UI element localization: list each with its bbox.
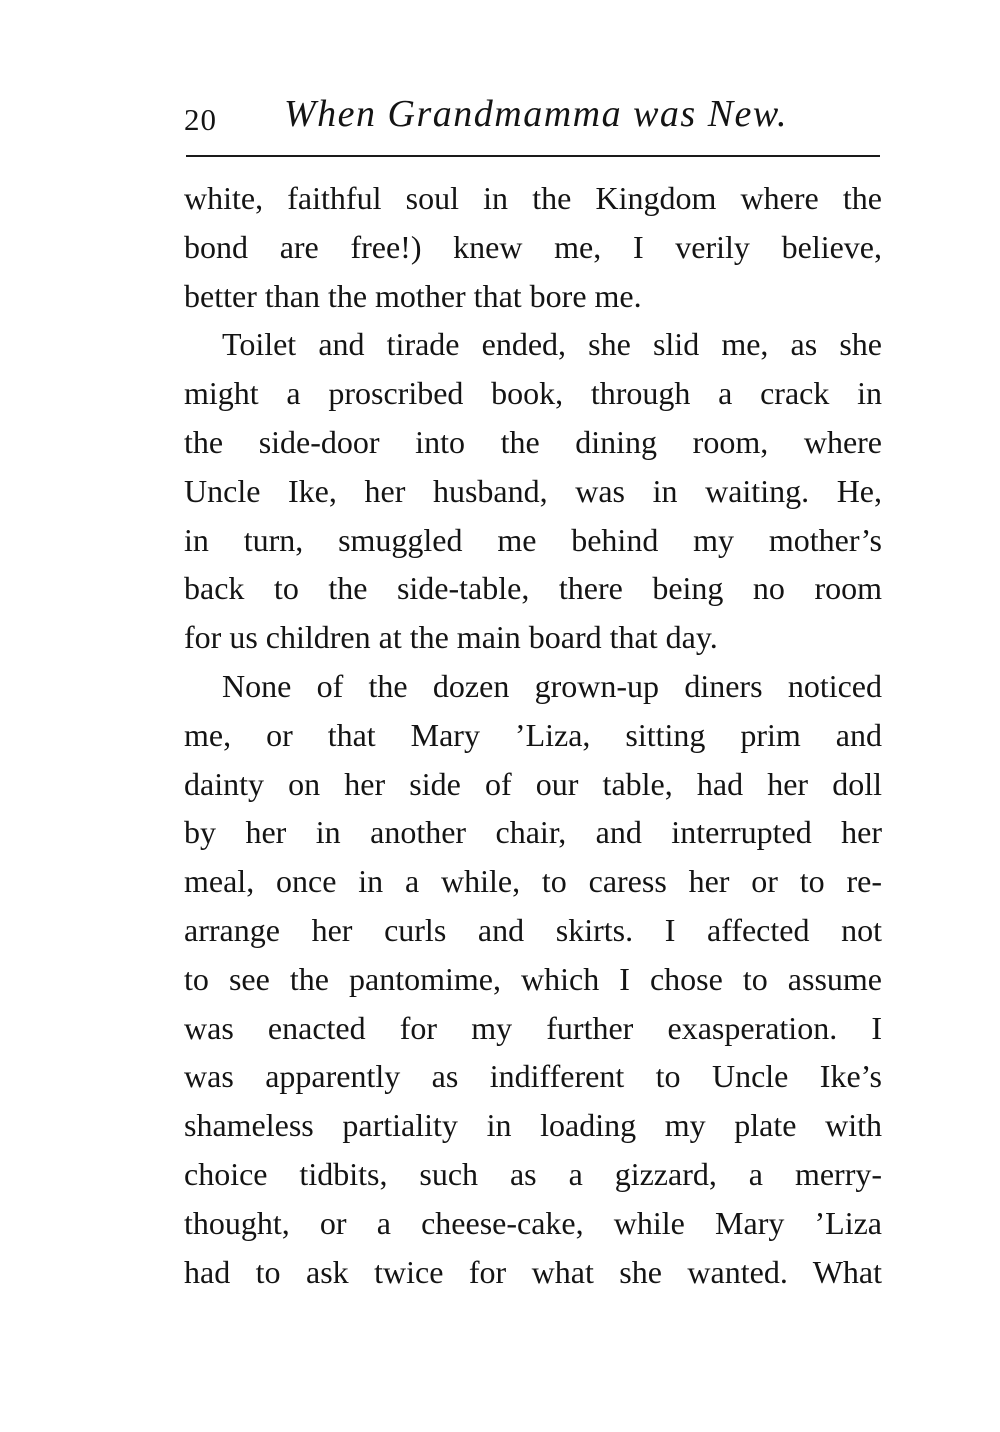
text-line: shameless partiality in loading my plate with <box>184 1107 882 1144</box>
body-text <box>184 174 882 1296</box>
text-line: was enacted for my further exasperation. I <box>184 1009 882 1046</box>
text-line: in turn, smuggled me behind my mother’s <box>184 521 882 558</box>
text-line: dainty on her side of our table, had her doll <box>184 765 882 802</box>
text-line: might a proscribed book, through a crack in <box>184 375 882 412</box>
text-line: to see the pantomime, which I chose to assume <box>184 960 882 997</box>
text-line: for us children at the main board that day. <box>184 619 718 656</box>
header-rule <box>186 155 880 157</box>
text-line: meal, once in a while, to caress her or to re- <box>184 863 882 900</box>
text-line: back to the side-table, there being no room <box>184 570 882 607</box>
paragraph <box>184 662 882 1296</box>
text-line: bond are free!) knew me, I verily believe, <box>184 228 882 265</box>
text-line: Toilet and tirade ended, she slid me, as she <box>222 326 882 363</box>
running-title: When Grandmamma was New. <box>284 93 788 135</box>
text-line: was apparently as indifferent to Uncle Ike’s <box>184 1058 882 1095</box>
text-line: better than the mother that bore me. <box>184 277 642 314</box>
running-head <box>184 92 884 152</box>
text-line: thought, or a cheese-cake, while Mary ’Liza <box>184 1204 882 1241</box>
text-line: had to ask twice for what she wanted. What <box>184 1253 882 1290</box>
text-line: Uncle Ike, her husband, was in waiting. He, <box>184 472 882 509</box>
text-line: white, faithful soul in the Kingdom where the <box>184 180 882 216</box>
text-line: choice tidbits, such as a gizzard, a merry- <box>184 1155 882 1192</box>
text-line: None of the dozen grown-up diners noticed <box>222 667 882 704</box>
text-line: by her in another chair, and interrupted her <box>184 814 882 851</box>
paragraph <box>184 320 882 662</box>
text-line: arrange her curls and skirts. I affected not <box>184 911 882 948</box>
paragraph <box>184 174 882 320</box>
page-number: 20 <box>184 102 217 137</box>
text-line: the side-door into the dining room, where <box>184 423 882 460</box>
text-line: me, or that Mary ’Liza, sitting prim and <box>184 716 882 753</box>
